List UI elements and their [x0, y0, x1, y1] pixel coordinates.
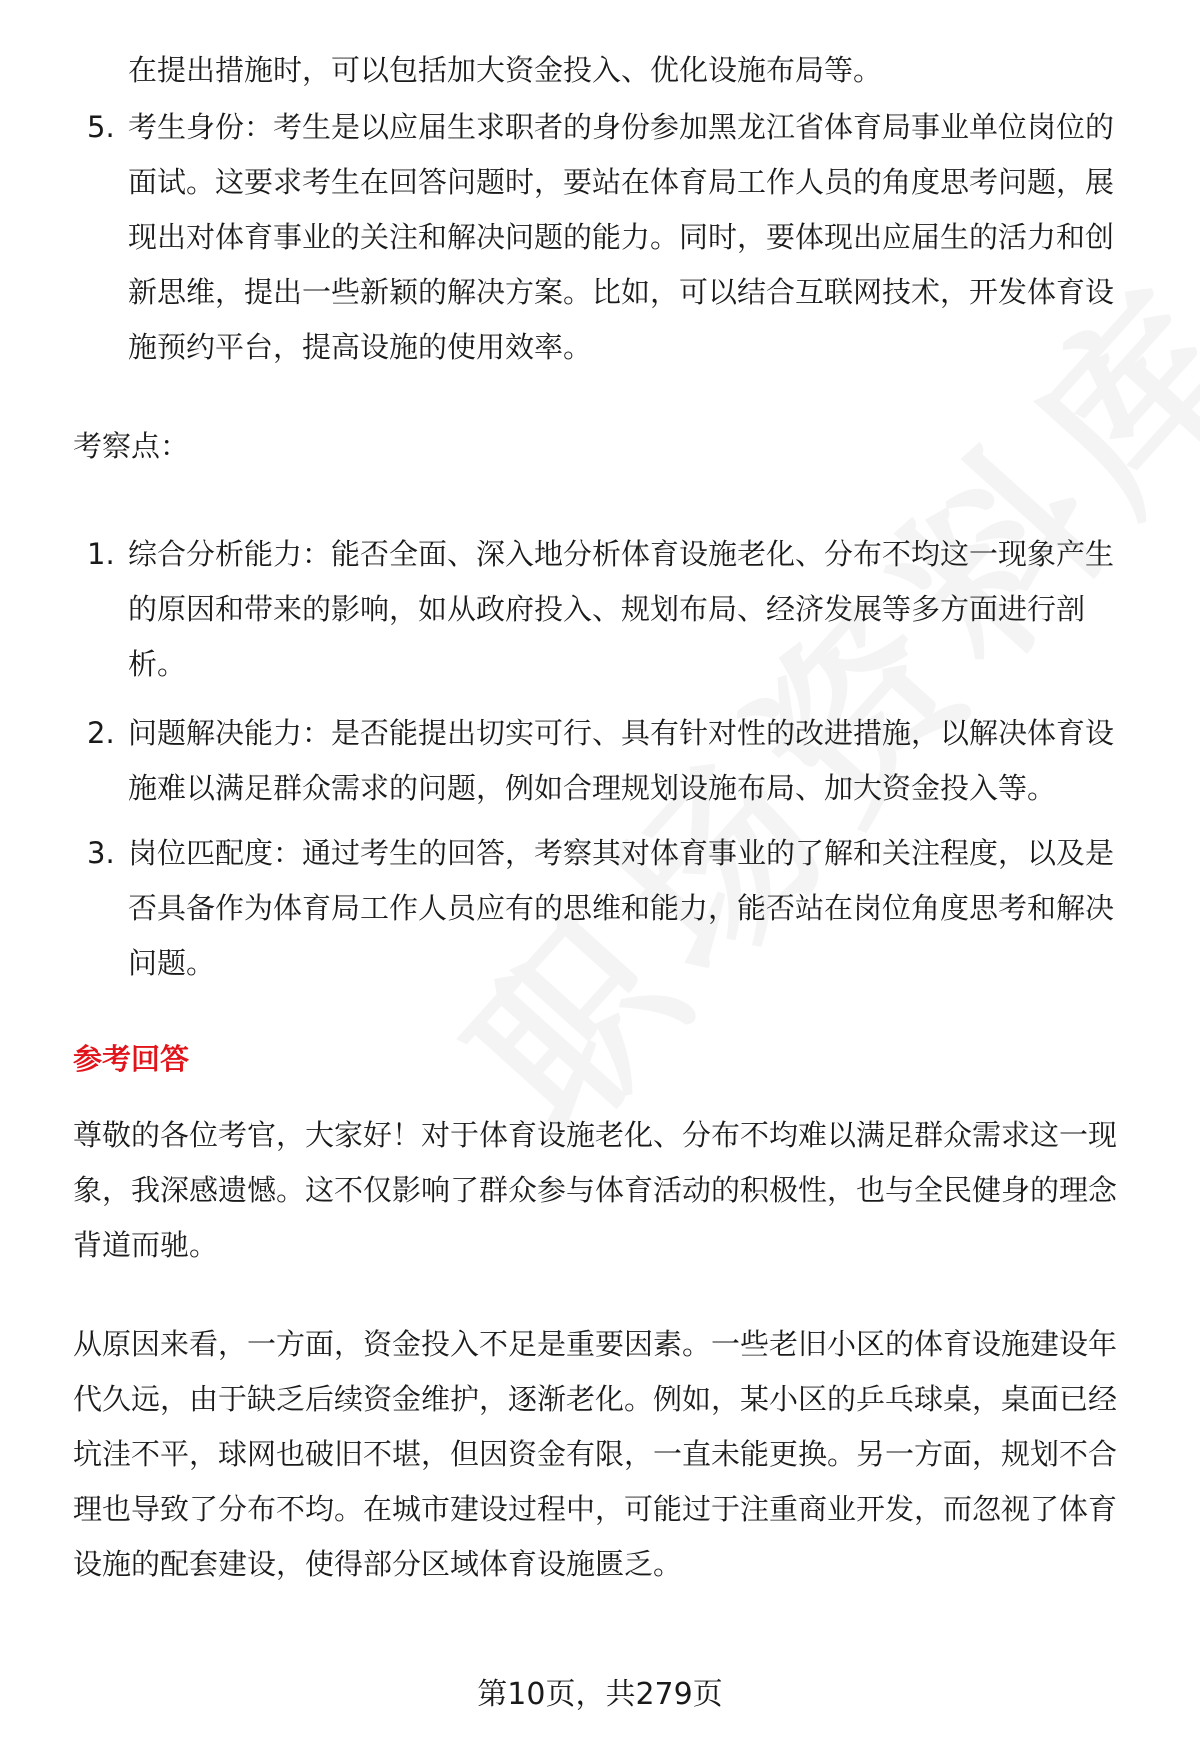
- list-item-line: 施难以满足群众需求的问题，例如合理规划设施布局、加大资金投入等。: [128, 771, 1057, 805]
- list-item-line: 析。: [128, 647, 187, 681]
- paragraph-line: 设施的配套建设，使得部分区域体育设施匮乏。: [73, 1547, 683, 1581]
- paragraph-line: 坑洼不平，球网也破旧不堪，但因资金有限，一直未能更换。另一方面，规划不合: [73, 1437, 1118, 1471]
- list-item-line: 新思维，提出一些新颖的解决方案。比如，可以结合互联网技术，开发体育设: [128, 275, 1115, 309]
- intro-line: 在提出措施时，可以包括加大资金投入、优化设施布局等。: [128, 53, 883, 87]
- paragraph-line: 尊敬的各位考官，大家好！对于体育设施老化、分布不均难以满足群众需求这一现: [73, 1118, 1118, 1152]
- page-number-footer: 第10页，共279页: [477, 1677, 723, 1712]
- paragraph-line: 从原因来看，一方面，资金投入不足是重要因素。一些老旧小区的体育设施建设年: [73, 1327, 1118, 1361]
- list-number: 5.: [87, 110, 115, 144]
- exam-points-heading: 考察点：: [73, 429, 190, 463]
- list-number: 3.: [87, 836, 115, 870]
- paragraph-line: 背道而驰。: [73, 1228, 219, 1262]
- list-item-line: 否具备作为体育局工作人员应有的思维和能力，能否站在岗位角度思考和解决: [128, 891, 1115, 925]
- list-item-line: 现出对体育事业的关注和解决问题的能力。同时，要体现出应届生的活力和创: [128, 220, 1115, 254]
- paragraph-line: 理也导致了分布不均。在城市建设过程中，可能过于注重商业开发，而忽视了体育: [73, 1492, 1118, 1526]
- list-item-line: 的原因和带来的影响，如从政府投入、规划布局、经济发展等多方面进行剖: [128, 592, 1086, 626]
- list-item-line: 问题解决能力：是否能提出切实可行、具有针对性的改进措施，以解决体育设: [128, 716, 1115, 750]
- paragraph-line: 象，我深感遗憾。这不仅影响了群众参与体育活动的积极性，也与全民健身的理念: [73, 1173, 1118, 1207]
- list-item-line: 问题。: [128, 946, 216, 980]
- reference-answer-heading: 参考回答: [73, 1042, 190, 1076]
- paragraph-line: 代久远，由于缺乏后续资金维护，逐渐老化。例如，某小区的乒乓球桌，桌面已经: [73, 1382, 1118, 1416]
- list-number: 2.: [87, 716, 115, 750]
- list-number: 1.: [87, 537, 115, 571]
- list-item-line: 岗位匹配度：通过考生的回答，考察其对体育事业的了解和关注程度，以及是: [128, 836, 1115, 870]
- list-item-line: 综合分析能力：能否全面、深入地分析体育设施老化、分布不均这一现象产生: [128, 537, 1115, 571]
- list-item-line: 考生身份：考生是以应届生求职者的身份参加黑龙江省体育局事业单位岗位的: [128, 110, 1115, 144]
- list-item-line: 施预约平台，提高设施的使用效率。: [128, 330, 593, 364]
- list-item-line: 面试。这要求考生在回答问题时，要站在体育局工作人员的角度思考问题，展: [128, 165, 1115, 199]
